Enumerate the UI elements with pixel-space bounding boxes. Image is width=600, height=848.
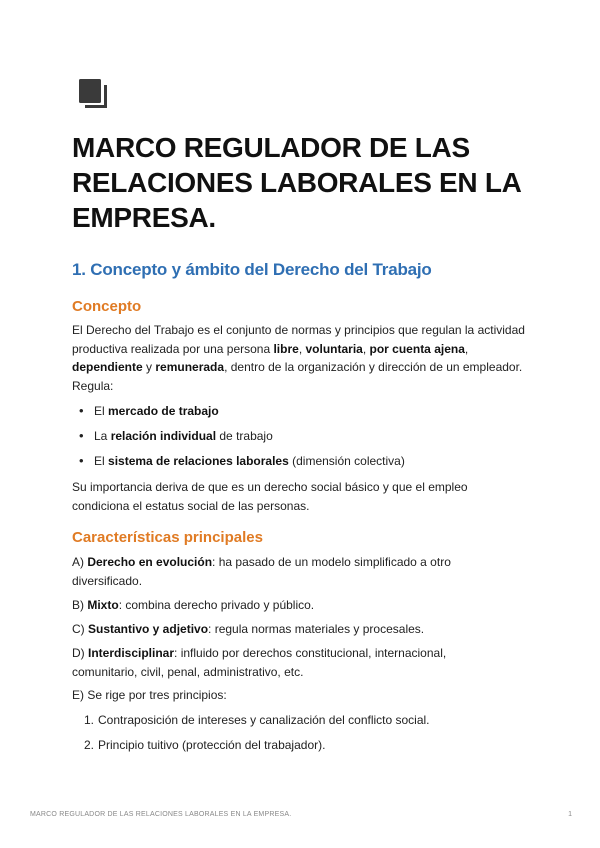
caracteristicas-heading: Características principales (72, 529, 263, 546)
caracteristica-item-d: D) Interdisciplinar: influido por derechos constitucional, internacional, comunitario, civil, penal, administrativo, etc. (72, 646, 447, 679)
principios-numbered-list (72, 711, 430, 761)
caracteristica-item-b: B) Mixto: combina derecho privado y público. (72, 598, 315, 612)
page-number: 1 (568, 811, 572, 818)
concepto-importance-paragraph: Su importancia deriva de que es un derecho social básico y que el empleo condiciona el estatus social de las personas. (72, 480, 468, 513)
concepto-paragraph: El Derecho del Trabajo es el conjunto de normas y principios que regulan la actividad productiva realizada por una persona libre, voluntaria, por cuenta ajena, dependiente y remunerada, dentro de la organización y dirección de un empleador. Regula: (72, 323, 525, 393)
page-footer: MARCO REGULADOR DE LAS RELACIONES LABORALES EN LA EMPRESA. (30, 811, 292, 818)
page-title: MARCO REGULADOR DE LAS RELACIONES LABORALES EN LA EMPRESA. (72, 132, 521, 233)
list-item: • El mercado de trabajo (72, 402, 405, 427)
list-item: 2. Principio tuitivo (protección del trabajador). (83, 738, 326, 752)
caracteristica-item-c: C) Sustantivo y adjetivo: regula normas materiales y procesales. (72, 622, 425, 636)
list-item: • El sistema de relaciones laborales (dimensión colectiva) (72, 452, 405, 477)
concepto-heading: Concepto (72, 298, 142, 315)
document-pages-icon (78, 78, 110, 110)
list-item: • La relación individual de trabajo (72, 427, 405, 452)
section-heading: 1. Concepto y ámbito del Derecho del Trabajo (72, 260, 432, 279)
concepto-bullet-list (72, 402, 405, 477)
principios-intro: E) Se rige por tres principios: (72, 688, 227, 702)
caracteristica-item-a: A) Derecho en evolución: ha pasado de un modelo simplificado a otro diversificado. (72, 555, 451, 588)
list-item: 1. Contraposición de intereses y canalización del conflicto social. (83, 713, 430, 727)
